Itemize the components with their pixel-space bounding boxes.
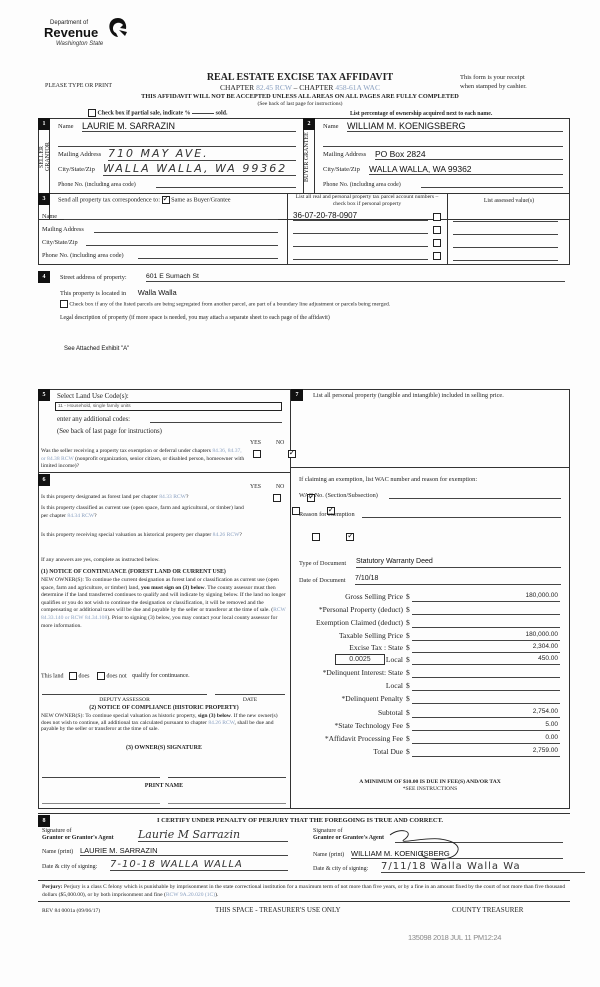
send-correspondence-label: Send all property tax correspondence to: [58,196,160,204]
q-text: Is this property receiving special valuation as historical property per chapter [41,532,213,538]
street-address-field[interactable]: 601 E Sumach St [146,273,565,282]
additional-codes-row [57,415,282,425]
assessed-value-field[interactable] [453,260,558,261]
doc-date-field[interactable]: 7/10/18 [355,575,561,585]
owner-print-name-field-2[interactable] [168,803,286,804]
s3-divider-2 [447,193,448,265]
subtitle-prefix: CHAPTER [220,83,257,92]
dollar-sign: $ [406,592,410,601]
dor-swirl-icon [106,16,130,40]
sig-label-2: Grantee or Grantee's Agent [313,835,385,841]
amt-label: Exemption Claimed (deduct) [315,618,403,627]
qualify-label: qualify for continuance. [132,673,190,680]
seller-city-field[interactable]: WALLA WALLA, WA 99362 [103,162,296,176]
section-2-number: 2 [303,118,315,130]
does-checkbox[interactable] [69,672,77,680]
s3-city-field[interactable] [86,238,278,246]
wac-number-row [299,491,561,501]
additional-codes-label: enter any additional codes: [57,416,131,423]
logo-line1: Department of [50,20,89,26]
owner-signature-field-2[interactable] [168,777,286,778]
segregated-row [60,300,390,308]
s6-historic-no-checkbox[interactable] [346,533,354,541]
logo-line2: Revenue [44,25,99,40]
amt-label: *Affidavit Processing Fee [324,734,403,743]
seller-mailing-field[interactable]: 710 MAY AVE. [108,147,296,161]
parcel-row [290,224,445,235]
partial-sale-percent-field[interactable] [192,113,214,114]
perjury-statement [42,883,568,899]
if-yes-note: If any answers are yes, complete as instructed below. [41,557,160,563]
rcw-link[interactable]: 82.45 RCW [256,83,292,92]
seller-mailing-row [58,147,296,162]
s5-yes-checkbox[interactable] [253,450,261,458]
segregated-checkbox[interactable] [60,300,68,308]
buyer-phone-label: Phone No. (including area code) [323,182,401,188]
exemption-claimed-field[interactable] [412,618,560,628]
buyer-city-field[interactable]: WALLA WALLA, WA 99362 [369,164,563,175]
s6-no-header: NO [276,484,285,490]
n2-a: NEW OWNER(S): To continue special valuation as historic property, [41,713,198,719]
receipt-stamp: 135098 2018 JUL 11 PM12:24 [408,933,502,942]
land-use-label: Select Land Use Code(s): [57,392,129,400]
section-4-number: 4 [38,271,50,283]
sig-label-2: Grantor or Grantor's Agent [42,835,114,841]
n1-a: NEW OWNER(S): To continue the current designation as forest land or classification as current use (open space, farm and agriculture, or timber) land, [41,577,279,591]
seller-name-field[interactable]: LAURIE M. SARRAZIN [82,121,296,132]
personal-property-label: List all personal property (tangible and intangible) included in selling price. [313,392,504,399]
q-tail: ? [239,532,242,538]
doc-type-label: Type of Document [299,560,347,567]
assessed-value-field[interactable] [453,221,558,222]
form-revision: REV 84 0001a (09/06/17) [42,908,101,914]
n1-c: ). Prior to signing (3) below, you may contact your local county assessor for more information. [41,614,278,629]
does-label: does [78,673,90,680]
amt-label: Total Due [373,747,403,756]
parcel-row [290,211,445,222]
seller-name-row [58,122,296,133]
s6-question-forest [41,494,246,502]
section-5-number: 5 [38,389,50,401]
personal-property-checkbox[interactable] [433,252,441,260]
partial-sale-sold: sold. [215,110,228,117]
amt-label: Taxable Selling Price [338,631,403,640]
dollar-sign: $ [406,605,410,614]
rcw-link[interactable]: 84.36, 84.37, or 84.38 RCW [41,448,242,462]
parcel-row [290,237,445,248]
local-rate-field[interactable]: 0.0025 [335,654,385,665]
perjury-bold: Perjury: [42,884,63,890]
dollar-sign: $ [406,734,410,743]
completion-warning: THIS AFFIDAVIT WILL NOT BE ACCEPTED UNLESS ALL AREAS ON ALL PAGES ARE FULLY COMPLETED [141,93,459,100]
n1-b: . The county assessor must then determine if the land transferred continues to qualify and will indicate by signing below. If the land no longer qualifies or you do not wish to continue the designation or classification, it will be removed and the compensating or additional taxes will be due and payable by the seller or transferor at the time of sale. ( [41,584,286,614]
amount-row-delinquent-interest-local [300,681,560,692]
section-8-number: 8 [38,815,50,827]
s3-phone-row [42,251,278,261]
s5-yes-header: YES [250,440,261,446]
delinquent-interest-local-field[interactable] [412,681,560,691]
buyer-phone-row [323,180,563,190]
notice-compliance-body [41,713,287,733]
dollar-sign: $ [406,631,410,640]
seller-phone-row [58,180,296,190]
rcw-link[interactable]: 84.26 RCW [212,532,240,538]
s3-city-row [42,238,278,248]
personal-property-checkbox[interactable] [433,213,441,221]
rcw-link[interactable]: 84.26 RCW [208,719,235,726]
affidavit-processing-fee-field[interactable]: 0.00 [412,734,560,744]
located-in-label: This property is located in [60,290,127,297]
ownership-note: List percentage of ownership acquired next to each name. [350,111,493,117]
seller-name-label: Name [58,123,74,130]
dollar-sign: $ [406,668,410,677]
grantee-print-name-row [313,850,563,860]
perjury-text: Perjury is a class C felony which is punishable by imprisonment in the state correctional institution for a maximum term of not more than five years, or by a fine in an amount fixed by the court of not more than five thousand dollars ($5,000.00), or by both imprisonment and fine ( [42,884,566,898]
exemption-reason-row [299,510,561,520]
date-city-label: Date & city of signing: [313,866,369,872]
parcel-header: List all real and personal property tax parcel account numbers – check box if personal property [295,194,439,207]
rcw-link[interactable]: RCW 9A.20.020 (1C) [165,892,216,898]
grantor-date-city-field[interactable]: 7-10-18 WALLA WALLA [110,859,288,871]
s3-divider-1 [287,193,288,265]
amount-row-personal-property [300,605,560,616]
amt-label: *Delinquent Interest: State [322,668,403,677]
see-back-note: (See back of last page for instructions) [257,101,343,107]
seller-phone-field[interactable] [156,180,296,188]
grantee-date-city-field[interactable]: 7/11/18 Walla Walla Wa [381,861,585,873]
buyer-mailing-label: Mailing Address [323,151,367,158]
n2-c: , shall be due and payable by the seller or transferor at the time of sale. [41,719,274,732]
amount-row-delinquent-penalty [300,694,560,705]
owner-signature-title: (3) OWNER(S) SIGNATURE [126,745,202,751]
amount-row-tech-fee [300,721,560,732]
buyer-city-label: City/State/Zip [323,166,360,173]
amount-row-delinquent-interest-state [300,668,560,679]
excise-tax-state-field[interactable]: 2,304.00 [412,643,560,653]
notice-compliance-title: (2) NOTICE OF COMPLIANCE (HISTORIC PROPERTY) [89,705,239,711]
dollar-sign: $ [406,747,410,756]
send-correspondence-row [58,196,231,204]
s6-historic-yes-checkbox[interactable] [312,533,320,541]
amount-row-subtotal [300,708,560,719]
buyer-grantee-label: BUYER GRANTEE [304,132,310,182]
dor-logo [38,14,133,59]
partial-sale-row [88,109,228,117]
q-text: Is this property classified as current use (open space, farm and agricultural, or timber) land per chapter [41,505,244,519]
buyer-name-line-2[interactable] [323,146,563,147]
assessed-value-field[interactable] [453,247,558,248]
q-post: (nonprofit organization, senior citizen, or disabled person, homeowner with limited income)? [41,455,245,469]
amt-label: Local [385,681,403,690]
amount-row-processing-fee [300,734,560,745]
seller-city-label: City/State/Zip [58,166,95,173]
grantee-date-city-row [313,861,563,876]
grantor-signature-field[interactable]: Laurie M Sarrazin [138,828,288,842]
exemption-reason-field[interactable] [362,510,561,518]
grantor-date-city-row [42,859,288,874]
logo-line3: Washington State [56,41,104,47]
q-text: Is this property designated as forest land per chapter [41,494,160,500]
receipt-note-1: This form is your receipt [460,74,525,81]
wac-number-label: WAC No. (Section/Subsection) [299,492,378,499]
deputy-assessor-date-field[interactable] [215,694,285,695]
amt-label: Gross Selling Price [345,592,403,601]
located-in-field[interactable]: Walla Walla [137,288,177,297]
s3-city-label: City/State/Zip [42,239,78,246]
same-as-buyer-checkbox[interactable] [162,196,170,204]
grantor-print-name-field[interactable]: LAURIE M. SARRAZIN [80,846,288,856]
taxable-selling-price-field[interactable]: 180,000.00 [412,631,560,641]
owner-signature-field[interactable] [42,777,160,778]
personal-property-checkbox[interactable] [433,239,441,247]
s7-divider [290,467,570,468]
legal-description-field[interactable]: See Attached Exhibit "A" [64,346,130,352]
buyer-name-row [323,122,563,133]
s5-s6-divider [38,472,290,473]
gross-selling-price-field[interactable]: 180,000.00 [412,592,560,602]
dollar-sign: $ [406,618,410,627]
buyer-name-label: Name [323,123,339,130]
street-address-label: Street address of property: [60,274,127,281]
total-due-field[interactable]: 2,759.00 [412,747,560,757]
amount-row-taxable [300,631,560,642]
s6-forest-yes-checkbox[interactable] [273,494,281,502]
certify-statement: I CERTIFY UNDER PENALTY OF PERJURY THAT THE FOREGOING IS TRUE AND CORRECT. [156,817,443,824]
state-technology-fee-field[interactable]: 5.00 [412,721,560,731]
amount-row-gross [300,592,560,603]
assessed-header: List assessed value(s) [483,198,535,204]
buyer-city-row [323,165,563,177]
exemption-label: If claiming an exemption, list WAC number and reason for exemption: [299,476,478,483]
seller-mailing-label: Mailing Address [58,151,102,158]
n1-bold: you must sign on (3) below [141,584,205,591]
s3-phone-label: Phone No. (including area code) [42,252,124,259]
does-not-checkbox[interactable] [97,672,105,680]
partial-sale-checkbox[interactable] [88,109,96,117]
print-label: Name (print) [42,849,74,855]
additional-codes-field[interactable] [150,415,282,423]
owner-print-name-field[interactable] [42,803,160,804]
dollar-sign: $ [406,694,410,703]
subtotal-field[interactable]: 2,754.00 [412,708,560,718]
s3-name-label: Name [42,213,58,220]
section-6-number: 6 [38,474,50,486]
section-7-number: 7 [291,389,303,401]
parcel-number-field[interactable]: 36-07-20-78-0907 [293,211,428,221]
n2-b: . If the new owner(s) does not wish to continue, all additional tax calculated pursuant to chapter [41,713,278,726]
rcw-link[interactable]: RCW 84.33.140 or RCW 84.34.108 [41,607,286,621]
amount-row-excise-local [300,655,560,666]
dollar-sign: $ [406,721,410,730]
q-tail: ? [185,494,189,500]
buyer-mailing-field[interactable]: PO Box 2824 [375,149,563,160]
perjury-end: ). [215,892,219,898]
land-use-select[interactable]: 11 - Household, single family units [55,402,282,411]
parcel-row [290,250,445,261]
form-title: REAL ESTATE EXCISE TAX AFFIDAVIT [206,72,394,83]
s6-yes-header: YES [250,484,261,490]
excise-tax-local-field[interactable]: 450.00 [412,655,560,665]
seller-grantor-label: SELLER GRANTOR [39,142,51,172]
legal-description-label: Legal description of property (if more space is needed, you may attach a separate sheet to each page of the affidavit) [60,315,330,321]
assessed-value-field[interactable] [453,234,558,235]
delinquent-interest-state-field[interactable] [412,668,560,678]
s3-name-row [42,212,278,222]
parcel-number-field[interactable] [293,250,428,260]
perjury-top-line [38,880,570,881]
subtitle-mid: – CHAPTER [291,83,336,92]
rcw-link[interactable]: 84.34 RCW [67,512,95,519]
amount-row-excise-state [300,643,560,654]
s6-question-historic [41,532,246,540]
s3-mailing-row [42,225,278,235]
continuance-row [41,672,190,680]
s5-no-header: NO [276,440,285,446]
street-address-row [60,273,565,283]
doc-date-row [299,576,561,586]
minimum-due-note: A MINIMUM OF $10.00 IS DUE IN FEE(S) AND/OR TAX [359,779,501,785]
amount-row-exemption [300,618,560,629]
amt-label: Excise Tax : State [349,643,403,652]
see-instructions-note: *SEE INSTRUCTIONS [402,786,458,792]
section-1-number: 1 [38,118,50,130]
sig-label-1: Signature of [313,828,343,834]
grantee-signature-label [313,828,384,842]
sig-label-1: Signature of [42,828,72,834]
s8-top-line [38,813,570,814]
q-pre: Was the seller receiving a property tax exemption or deferral under chapters [41,448,213,454]
amt-label: *Personal Property (deduct) [318,605,403,614]
seller-phone-label: Phone No. (including area code) [58,182,136,188]
wac-link[interactable]: 458-61A WAC [335,83,380,92]
n2-bold: sign (3) below [197,713,231,719]
dollar-sign: $ [406,655,410,664]
perjury-bottom-line [38,901,570,902]
grantor-print-name-row [42,847,288,857]
print-name-label: PRINT NAME [144,783,184,789]
grantee-print-name-field[interactable]: WILLIAM M. KOENIGSBERG [351,849,563,859]
date-city-label: Date & city of signing: [42,864,98,870]
dollar-sign: $ [406,708,410,717]
notice-continuance-body [41,577,287,630]
doc-date-label: Date of Document [299,577,346,584]
does-not-label: does not [106,673,127,680]
doc-type-field[interactable]: Statutory Warranty Deed [356,558,561,568]
deputy-assessor-label: DEPUTY ASSESSOR [99,697,150,703]
amt-label: Local [385,655,403,664]
exemption-reason-label: Reason for exemption [299,511,355,518]
notice-continuance-title: (1) NOTICE OF CONTINUANCE (FOREST LAND OR CURRENT USE) [41,569,226,575]
delinquent-penalty-field[interactable] [412,694,560,704]
amt-label: Subtotal [377,708,403,717]
deputy-assessor-signature-field[interactable] [42,694,207,695]
s5-exemption-question [41,448,246,471]
personal-property-field[interactable] [412,605,560,615]
wac-number-field[interactable] [389,491,561,499]
s3-name-field[interactable] [64,212,278,220]
dollar-sign: $ [406,681,410,690]
q-tail: ? [94,512,97,519]
section-3-number: 3 [38,193,50,205]
treasurer-use-label: THIS SPACE - TREASURER'S USE ONLY [215,906,341,914]
s5-no-checkbox[interactable] [288,450,296,458]
parcel-number-field[interactable] [293,237,428,247]
same-as-buyer-label: Same as Buyer/Grantee [171,196,231,204]
s3-mailing-field[interactable] [94,225,278,233]
buyer-phone-field[interactable] [421,180,563,188]
amount-row-total [300,747,560,758]
please-type-note: PLEASE TYPE OR PRINT [45,83,113,89]
buyer-name-field[interactable]: WILLIAM M. KOENIGSBERG [347,121,563,132]
county-treasurer-label: COUNTY TREASURER [452,906,524,914]
rcw-link[interactable]: 84.33 RCW [159,494,186,500]
grantor-signature-label [42,828,114,842]
print-label: Name (print) [313,852,345,858]
dollar-sign: $ [406,643,410,652]
grantee-signature-field[interactable] [395,833,563,843]
s3-phone-field[interactable] [138,251,278,259]
seller-city-row [58,162,296,177]
s3-mailing-label: Mailing Address [42,226,84,233]
this-land-label: This land [41,673,64,680]
date-label: DATE [242,697,258,703]
personal-property-checkbox[interactable] [433,226,441,234]
partial-sale-label: Check box if partial sale, indicate % [97,110,191,117]
located-in-row [60,288,177,297]
s6-question-current-use [41,505,246,520]
amt-label: *State Technology Fee [334,721,403,730]
parcel-list [290,211,445,263]
receipt-note-2: when stamped by cashier. [460,83,527,90]
buyer-mailing-row [323,150,563,162]
segregated-label: Check box if any of the listed parcels are being segregated from another parcel, are part of a boundary line adjustment or parcels being merged. [69,301,391,308]
amt-label: *Delinquent Penalty [341,694,403,703]
s5-see-back: (See back of last page for instructions) [57,428,162,435]
doc-type-row [299,559,561,569]
parcel-number-field[interactable] [293,224,428,234]
